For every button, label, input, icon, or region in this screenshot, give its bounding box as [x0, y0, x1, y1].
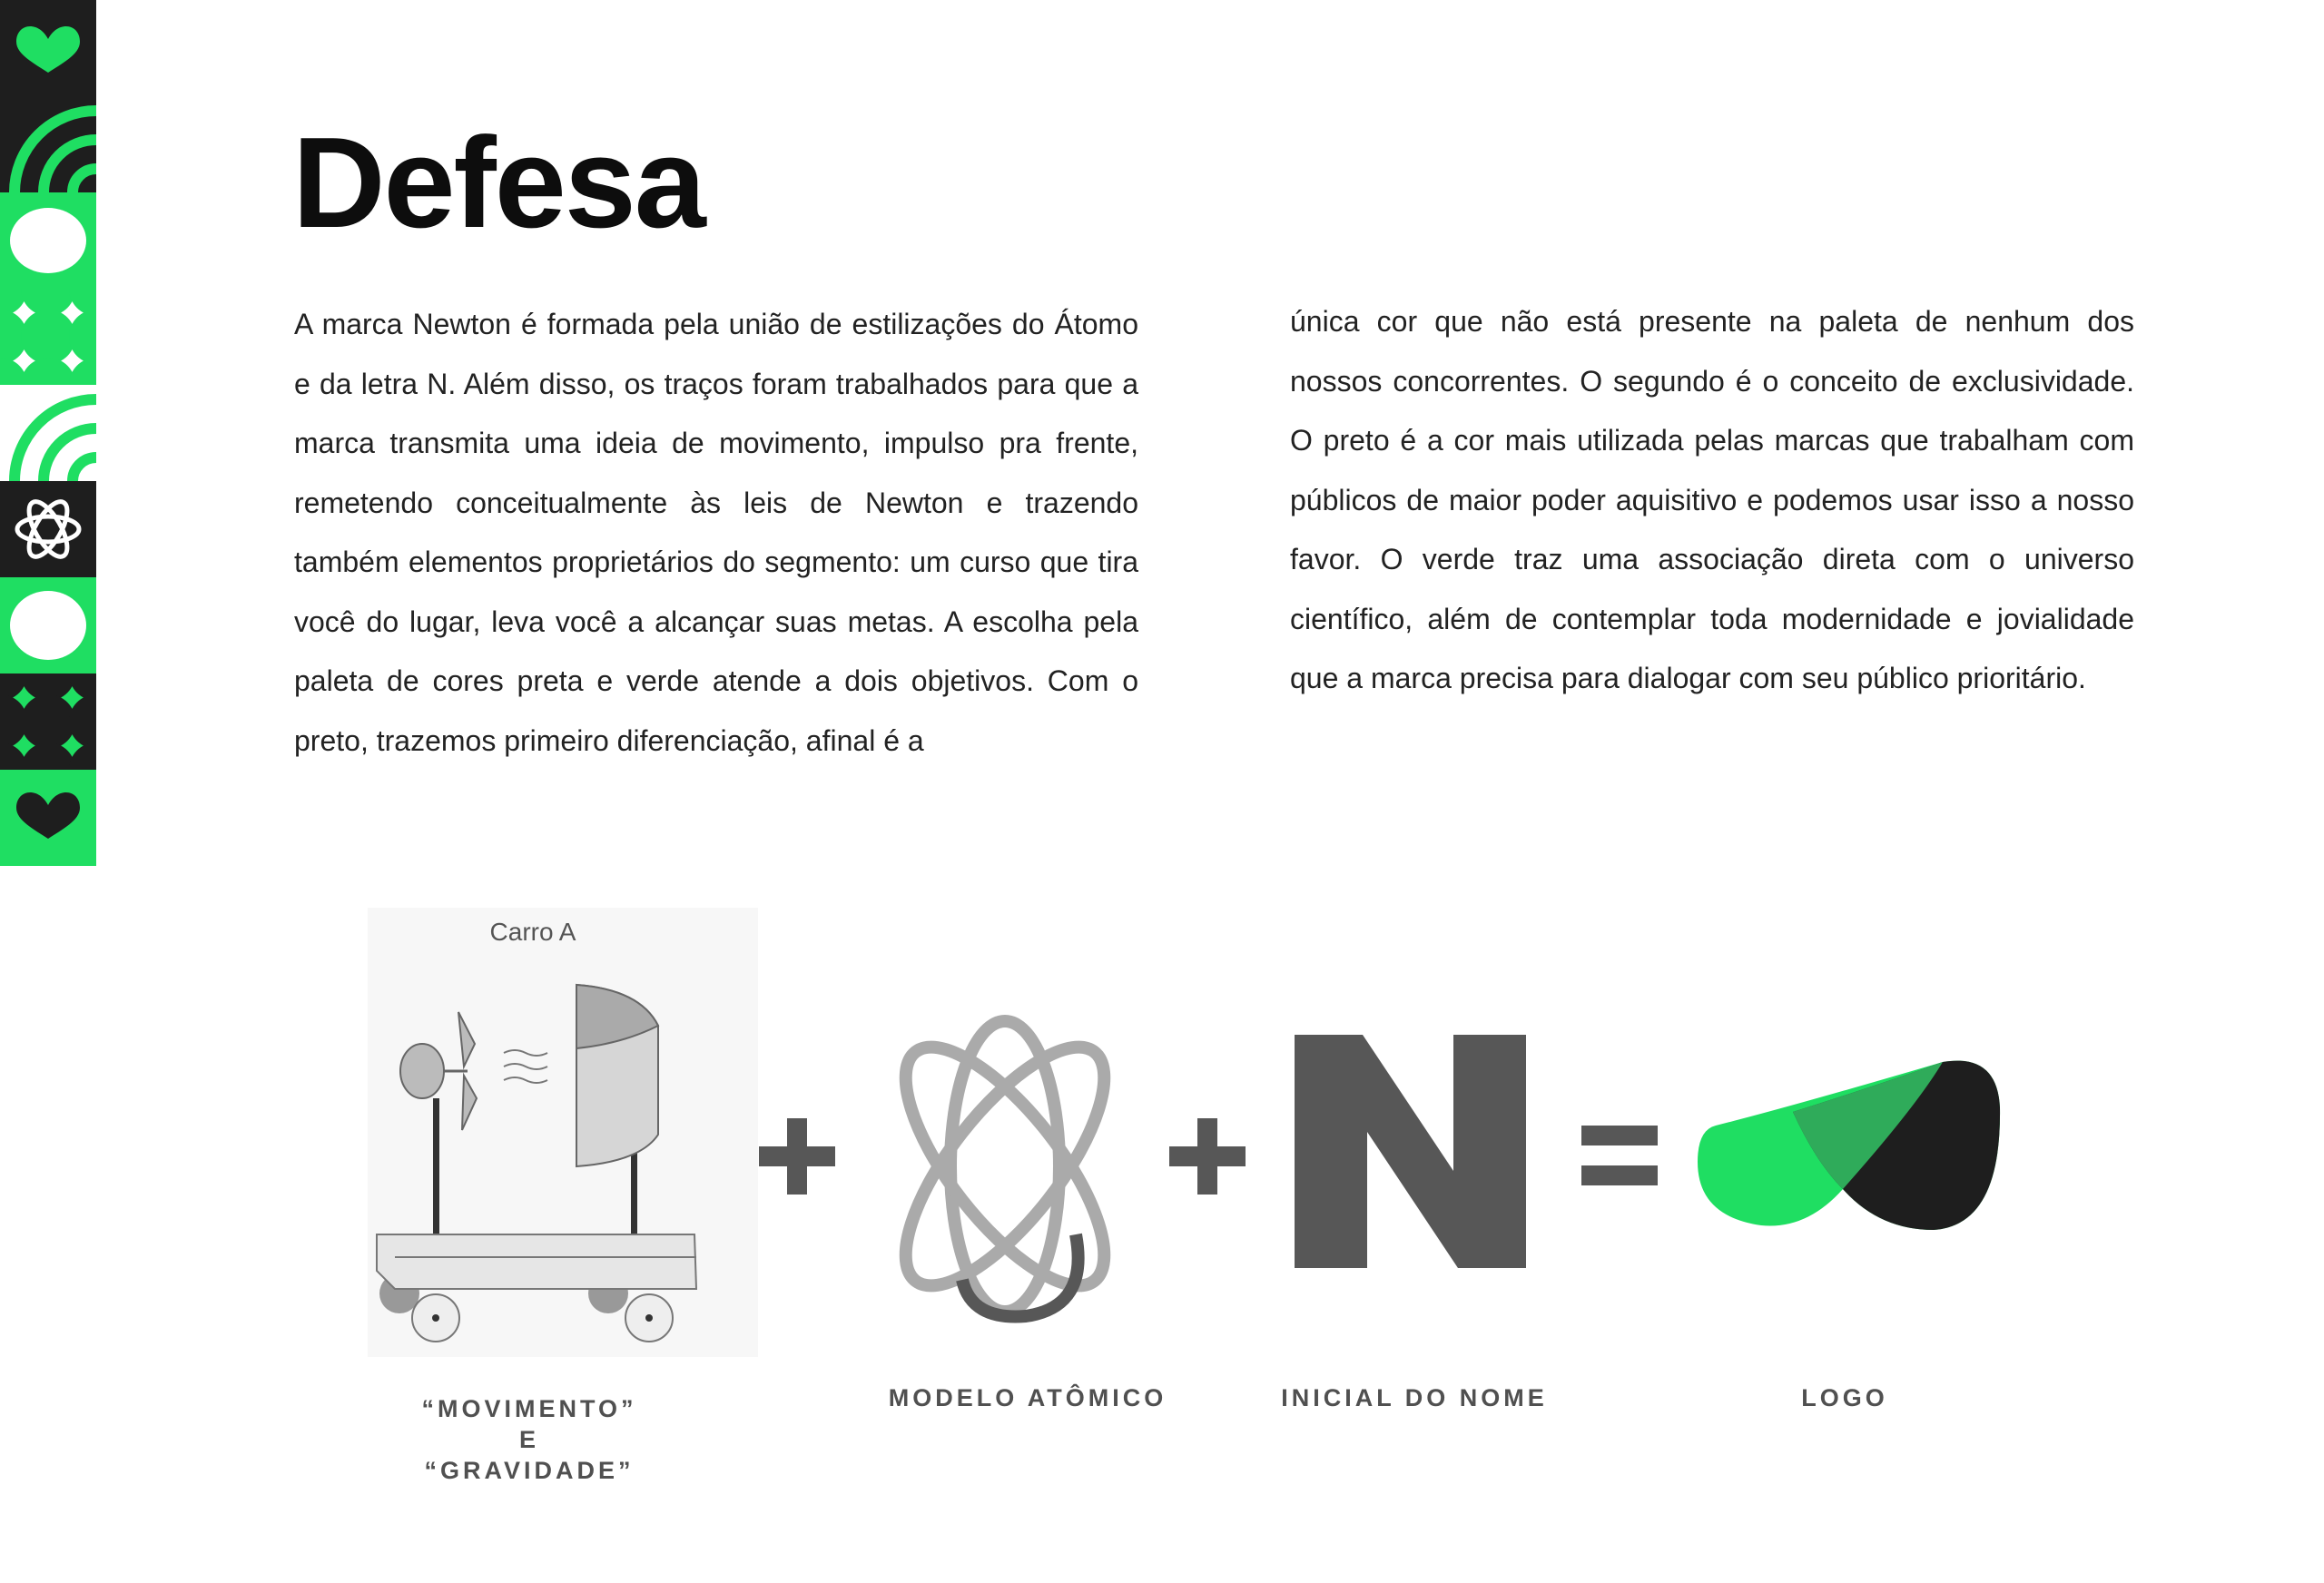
atom-model-icon: [872, 1008, 1139, 1334]
body-text-left: A marca Newton é formada pela união de estilizações do Átomo e da letra N. Além disso, os traços foram trabalhados para que a marca transmita uma ideia de movimento, impulso pra frente, remetendo conceitualmente às leis de Newton e trazendo também elementos proprietários do segmento: um curso que tira você do lugar, leva você a alcançar suas metas. A escolha pela paleta de cores preta e verde atende a dois objetivos. Com o preto, trazemos primeiro diferenciação, afinal é a: [294, 308, 1138, 757]
label-movement-line2: E: [518, 1426, 539, 1453]
decorative-pattern-strip: [0, 0, 96, 866]
plus-icon: [759, 1118, 835, 1195]
label-logo: LOGO: [1801, 1384, 1888, 1411]
label-movement: [348, 1393, 711, 1486]
label-name-initial: INICIAL DO NOME: [1281, 1384, 1548, 1411]
letter-n-icon: [1295, 1035, 1526, 1268]
car-caption: Carro A: [489, 918, 576, 946]
equals-icon: [1581, 1126, 1658, 1185]
newton-logo: [1698, 1053, 2002, 1234]
car-illustration: [368, 908, 758, 1357]
label-movement-line3: “GRAVIDADE”: [424, 1457, 635, 1484]
page-title: Defesa: [292, 111, 704, 255]
label-atomic-model: MODELO ATÔMICO: [888, 1384, 1167, 1411]
body-text-right: única cor que não está presente na paleta de nenhum dos nossos concorrentes. O segundo é o conceito de exclusividade. O preto é a cor mais utilizada pelas marcas que trabalham com públicos de maior poder aquisitivo e podemos usar isso a nosso favor. O verde traz uma associação direta com o universo científico, além de contemplar toda modernidade e jovialidade que a marca precisa para dialogar com seu público prioritário.: [1290, 305, 2134, 694]
label-movement-line1: “MOVIMENTO”: [421, 1395, 637, 1422]
plus-icon: [1169, 1118, 1246, 1195]
